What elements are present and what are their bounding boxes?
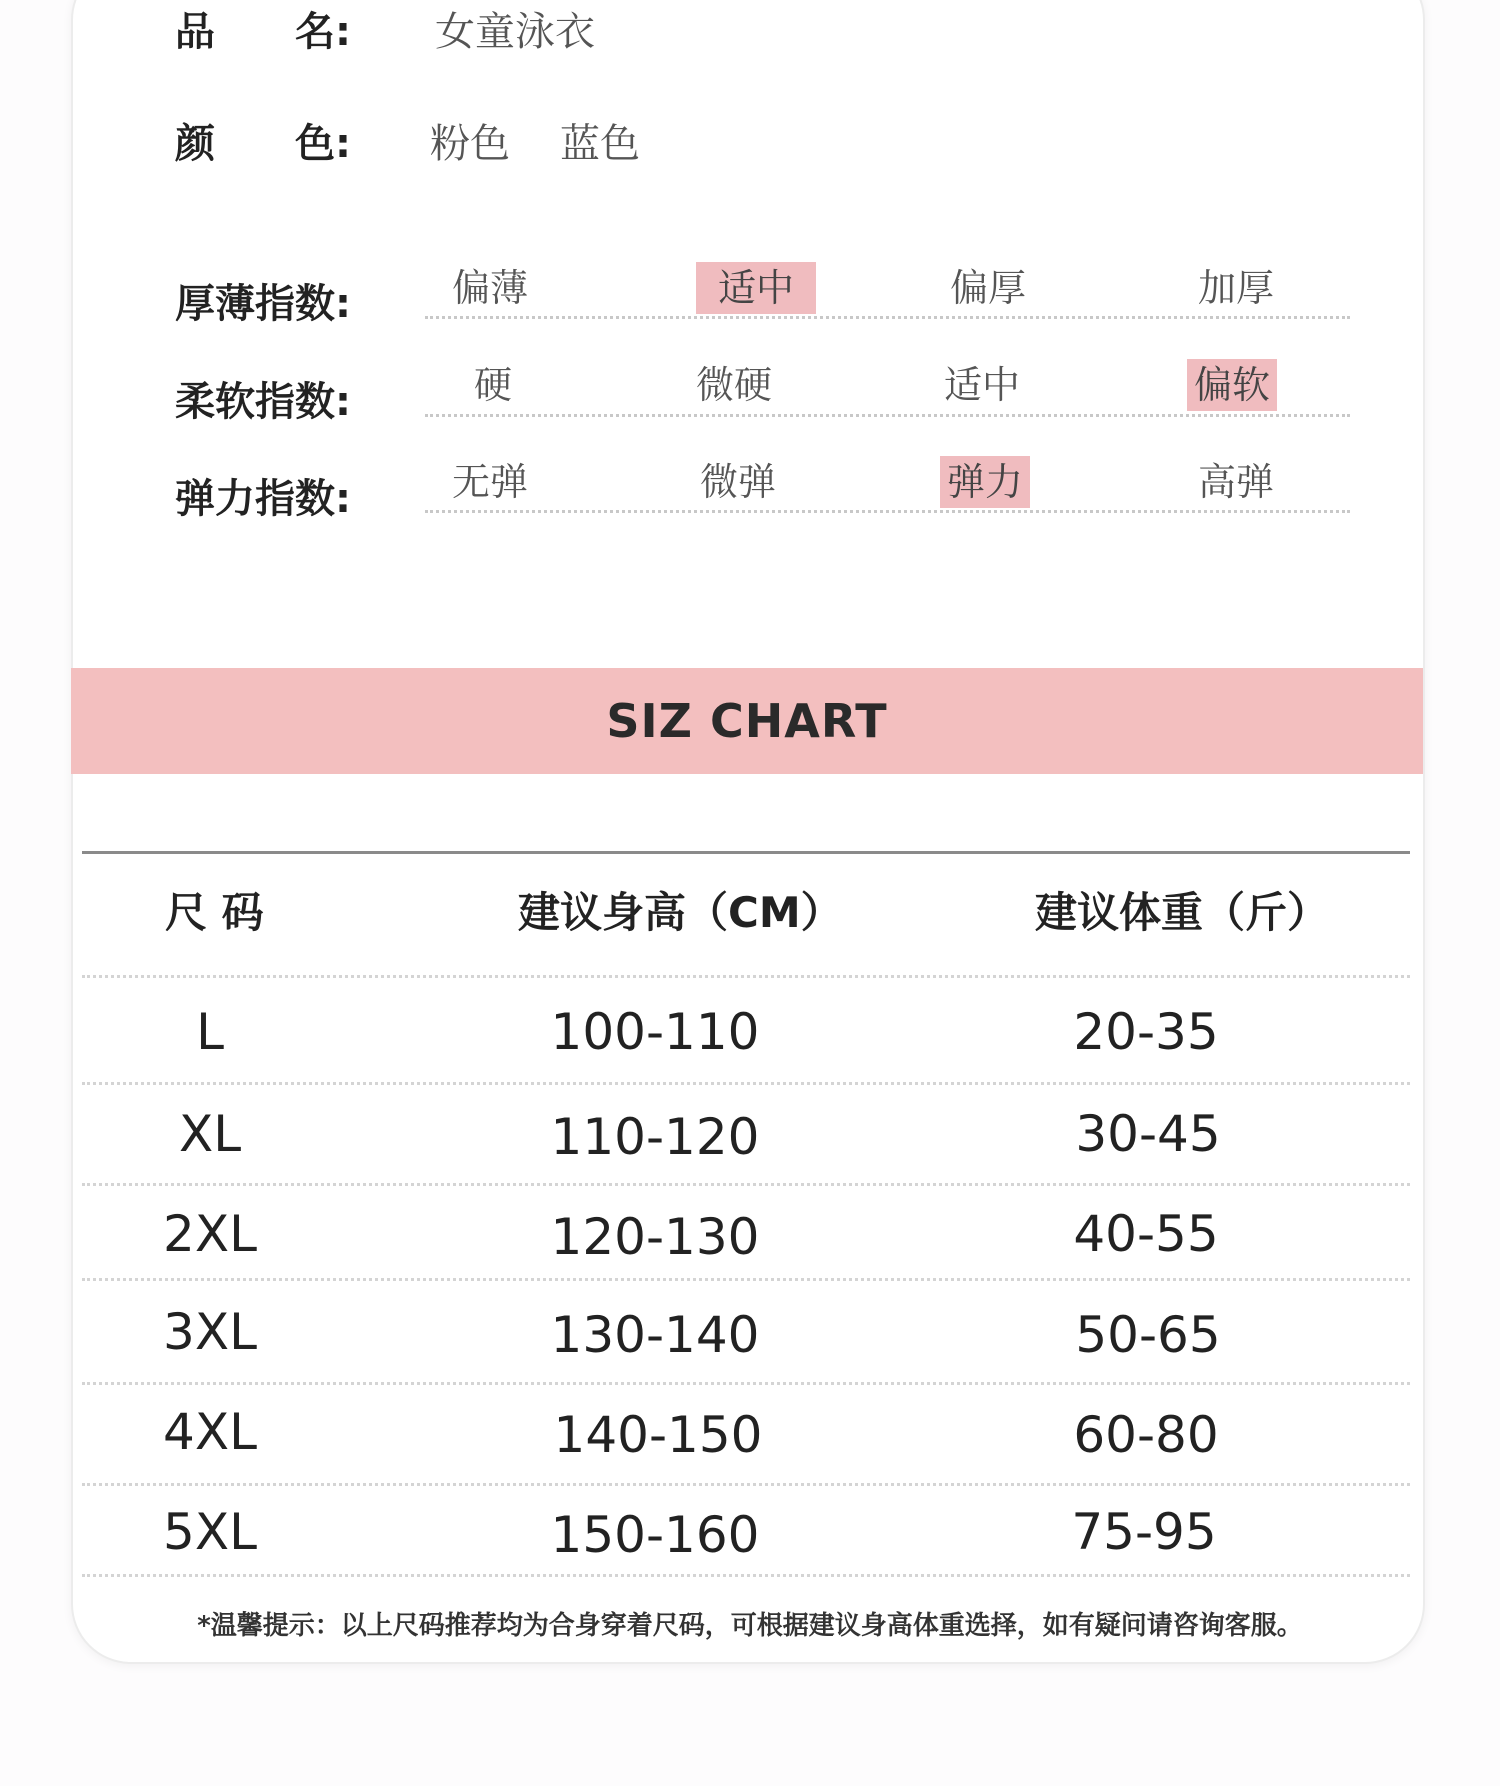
cell-weight: 60-80 bbox=[1073, 1406, 1219, 1464]
row-divider bbox=[82, 1183, 1410, 1186]
cell-weight: 20-35 bbox=[1073, 1003, 1219, 1061]
row-divider bbox=[82, 975, 1410, 978]
cell-size: 4XL bbox=[163, 1403, 257, 1461]
header-height: 建议身高（CM） bbox=[518, 888, 843, 937]
index-option: 加厚 bbox=[1197, 266, 1274, 310]
index-dotted-line bbox=[425, 414, 1350, 417]
cell-size: L bbox=[196, 1003, 224, 1061]
row-divider bbox=[82, 1483, 1410, 1486]
row-divider bbox=[82, 1278, 1410, 1281]
product-color-blue: 蓝色 bbox=[560, 121, 640, 167]
index-option: 适中 bbox=[943, 363, 1020, 407]
header-size: 尺 码 bbox=[165, 888, 264, 937]
cell-size: XL bbox=[178, 1105, 242, 1163]
index-label: 弹力指数: bbox=[175, 476, 351, 522]
index-dotted-line bbox=[425, 316, 1350, 319]
cell-height: 100-110 bbox=[550, 1003, 760, 1061]
size-chart-title: SIZ CHART bbox=[606, 694, 888, 748]
cell-weight: 50-65 bbox=[1075, 1306, 1221, 1364]
cell-height: 120-130 bbox=[550, 1208, 760, 1266]
table-top-rule bbox=[82, 851, 1410, 854]
index-option: 微硬 bbox=[695, 363, 772, 407]
cell-size: 3XL bbox=[163, 1303, 257, 1361]
product-name-value: 女童泳衣 bbox=[435, 9, 595, 55]
reminder-note: *温馨提示：以上尺码推荐均为合身穿着尺码，可根据建议身高体重选择，如有疑问请咨询客服。 bbox=[197, 1611, 1303, 1641]
index-option-selected: 弹力 bbox=[940, 456, 1030, 508]
cell-weight: 40-55 bbox=[1073, 1205, 1219, 1263]
cell-height: 140-150 bbox=[553, 1406, 763, 1464]
index-label: 厚薄指数: bbox=[175, 281, 351, 327]
cell-height: 130-140 bbox=[550, 1306, 760, 1364]
cell-height: 150-160 bbox=[550, 1506, 760, 1564]
index-dotted-line bbox=[425, 510, 1350, 513]
index-label: 柔软指数: bbox=[175, 379, 351, 425]
header-weight: 建议体重（斤） bbox=[1035, 888, 1330, 937]
row-divider bbox=[82, 1382, 1410, 1385]
cell-size: 2XL bbox=[163, 1205, 257, 1263]
index-option-selected: 适中 bbox=[696, 262, 816, 314]
cell-size: 5XL bbox=[163, 1503, 257, 1561]
index-option: 硬 bbox=[473, 363, 512, 407]
row-divider bbox=[82, 1082, 1410, 1085]
index-option: 偏厚 bbox=[949, 266, 1026, 310]
product-color-pink: 粉色 bbox=[430, 121, 510, 167]
size-chart-banner bbox=[71, 668, 1423, 774]
index-option: 无弹 bbox=[451, 460, 528, 504]
index-option: 偏薄 bbox=[451, 266, 528, 310]
index-option: 微弹 bbox=[699, 460, 776, 504]
cell-weight: 30-45 bbox=[1075, 1105, 1221, 1163]
cell-height: 110-120 bbox=[550, 1108, 760, 1166]
row-divider bbox=[82, 1574, 1410, 1577]
index-option: 高弹 bbox=[1197, 460, 1274, 504]
cell-weight: 75-95 bbox=[1071, 1503, 1217, 1561]
index-option-selected: 偏软 bbox=[1187, 359, 1277, 411]
product-name-label: 品 名: bbox=[175, 9, 351, 55]
product-color-label: 颜 色: bbox=[175, 121, 351, 167]
